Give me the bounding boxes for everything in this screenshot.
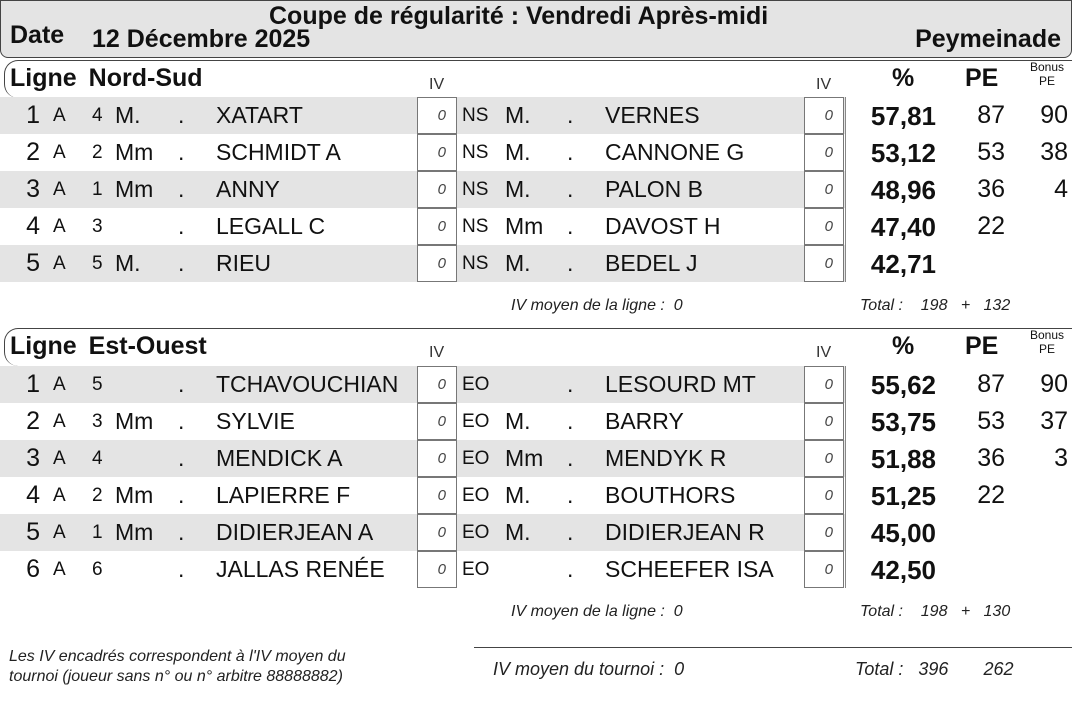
player1-civility: M. xyxy=(115,102,141,128)
iv-line-stat xyxy=(511,603,683,621)
pe-cell: 36 xyxy=(977,175,1005,203)
percent-cell: 51,88 xyxy=(870,444,936,474)
player1-separator: . xyxy=(178,371,185,397)
percent-cell: 55,62 xyxy=(870,370,936,400)
iv-header-right: IV xyxy=(816,344,832,361)
iv-value: 0 xyxy=(437,524,446,541)
rank-cell: 4 xyxy=(26,212,40,240)
iv-value: 0 xyxy=(437,218,446,235)
iv-value: 0 xyxy=(824,107,833,124)
percent-cell: 47,40 xyxy=(870,212,936,242)
percent-cell: 53,75 xyxy=(870,407,936,437)
direction-cell: EO xyxy=(462,374,490,395)
percent-cell: 53,12 xyxy=(870,138,936,168)
bonus-pe-cell: 3 xyxy=(1054,444,1068,472)
player2-civility: M. xyxy=(505,408,531,434)
direction-cell: NS xyxy=(462,179,489,200)
iv-line-label: IV moyen de la ligne : xyxy=(511,603,665,620)
iv-line-value: 0 xyxy=(673,297,683,314)
pair-number-cell: 1 xyxy=(92,522,103,543)
player1-separator: . xyxy=(178,556,185,582)
player2-separator: . xyxy=(567,250,574,276)
bonus-pe-cell: 90 xyxy=(1040,101,1068,129)
iv-value: 0 xyxy=(824,376,833,393)
bonus-header-line2: PE xyxy=(1038,74,1055,88)
player2-separator: . xyxy=(567,371,574,397)
direction-cell: NS xyxy=(462,142,489,163)
iv-line-stat xyxy=(511,297,683,315)
player2-iv-box xyxy=(804,134,844,171)
pair-number-cell: 4 xyxy=(92,448,103,469)
total-plus: + xyxy=(960,603,971,620)
footnote-line2: tournoi (joueur sans n° ou n° arbitre 88888882) xyxy=(9,668,343,685)
player2-name: DAVOST H xyxy=(605,213,721,239)
tournoi-total-bonus: 262 xyxy=(983,659,1014,679)
pe-cell: 36 xyxy=(977,444,1005,472)
rank-cell: 6 xyxy=(26,555,40,583)
iv-value: 0 xyxy=(437,144,446,161)
player2-iv-box xyxy=(804,97,844,134)
player1-separator: . xyxy=(178,176,185,202)
direction-cell: NS xyxy=(462,216,489,237)
player1-iv-box xyxy=(417,440,457,477)
iv-value: 0 xyxy=(437,413,446,430)
iv-header-left: IV xyxy=(429,76,445,93)
player2-separator: . xyxy=(567,408,574,434)
rank-cell: 2 xyxy=(26,138,40,166)
direction-cell: EO xyxy=(462,522,490,543)
player1-civility: Mm xyxy=(115,176,154,202)
percent-cell: 42,50 xyxy=(870,555,936,585)
player2-civility: M. xyxy=(505,519,531,545)
pe-cell: 22 xyxy=(977,481,1005,509)
player2-name: BEDEL J xyxy=(605,250,698,276)
player2-separator: . xyxy=(567,519,574,545)
player1-civility: Mm xyxy=(115,139,154,165)
rank-cell: 1 xyxy=(26,101,40,129)
iv-value: 0 xyxy=(437,255,446,272)
bonus-pe-header xyxy=(1022,60,1072,88)
series-cell: A xyxy=(53,522,66,543)
iv-tournoi-stat xyxy=(493,659,684,680)
direction-cell: NS xyxy=(462,253,489,274)
player1-name: SCHMIDT A xyxy=(216,139,341,165)
pair-number-cell: 2 xyxy=(92,142,103,163)
iv-value: 0 xyxy=(824,413,833,430)
player2-iv-box xyxy=(804,551,844,588)
player1-civility: M. xyxy=(115,250,141,276)
pair-number-cell: 6 xyxy=(92,559,103,580)
series-cell: A xyxy=(53,374,66,395)
series-cell: A xyxy=(53,485,66,506)
player2-iv-box xyxy=(804,171,844,208)
footnote-line1: Les IV encadrés correspondent à l'IV moyen du xyxy=(9,648,346,665)
iv-value: 0 xyxy=(437,376,446,393)
rank-cell: 1 xyxy=(26,370,40,398)
section-title xyxy=(10,332,207,361)
player1-name: TCHAVOUCHIAN xyxy=(216,371,399,397)
iv-value: 0 xyxy=(824,218,833,235)
tournament-place: Peymeinade xyxy=(915,25,1061,53)
player2-iv-box xyxy=(804,403,844,440)
total-bonus: 132 xyxy=(983,297,1011,314)
pe-cell: 53 xyxy=(977,407,1005,435)
iv-tournoi-value: 0 xyxy=(674,659,685,679)
tournament-date: 12 Décembre 2025 xyxy=(92,25,311,53)
player1-iv-box xyxy=(417,171,457,208)
pair-number-cell: 1 xyxy=(92,179,103,200)
table-row xyxy=(0,97,1072,134)
iv-header-right: IV xyxy=(816,76,832,93)
player2-civility: M. xyxy=(505,482,531,508)
iv-value: 0 xyxy=(437,487,446,504)
player2-separator: . xyxy=(567,445,574,471)
player1-civility: Mm xyxy=(115,519,154,545)
player2-iv-box xyxy=(804,440,844,477)
score-separator xyxy=(845,366,846,588)
date-label: Date xyxy=(10,21,65,49)
pe-header: PE xyxy=(965,332,999,360)
iv-value: 0 xyxy=(437,450,446,467)
player1-iv-box xyxy=(417,134,457,171)
percent-header: % xyxy=(892,332,915,360)
player1-separator: . xyxy=(178,519,185,545)
player2-civility: Mm xyxy=(505,213,544,239)
percent-cell: 45,00 xyxy=(870,518,936,548)
bonus-pe-cell: 38 xyxy=(1040,138,1068,166)
player1-name: XATART xyxy=(216,102,303,128)
player2-separator: . xyxy=(567,556,574,582)
player2-civility: M. xyxy=(505,139,531,165)
series-cell: A xyxy=(53,105,66,126)
footer-divider xyxy=(474,647,1072,648)
direction-cell: EO xyxy=(462,485,490,506)
bonus-header-line2: PE xyxy=(1038,342,1055,356)
table-row xyxy=(0,514,1072,551)
player1-name: SYLVIE xyxy=(216,408,295,434)
pe-cell: 87 xyxy=(977,101,1005,129)
tournoi-total xyxy=(855,659,1014,680)
player1-name: DIDIERJEAN A xyxy=(216,519,374,545)
tournoi-total-label: Total : xyxy=(855,659,904,679)
player2-name: VERNES xyxy=(605,102,700,128)
player1-name: ANNY xyxy=(216,176,280,202)
table-row xyxy=(0,477,1072,514)
player2-separator: . xyxy=(567,139,574,165)
player1-iv-box xyxy=(417,97,457,134)
section-label: Ligne xyxy=(10,332,77,360)
percent-cell: 51,25 xyxy=(870,481,936,511)
player2-name: PALON B xyxy=(605,176,703,202)
rank-cell: 3 xyxy=(26,444,40,472)
table-row xyxy=(0,208,1072,245)
score-separator xyxy=(845,97,846,282)
iv-value: 0 xyxy=(824,487,833,504)
player1-name: LEGALL C xyxy=(216,213,326,239)
player2-name: DIDIERJEAN R xyxy=(605,519,765,545)
line-total xyxy=(860,603,1010,621)
total-pe: 198 xyxy=(920,603,948,620)
percent-cell: 48,96 xyxy=(870,175,936,205)
player2-iv-box xyxy=(804,477,844,514)
iv-line-value: 0 xyxy=(673,603,683,620)
line-total xyxy=(860,297,1010,315)
direction-cell: EO xyxy=(462,448,490,469)
section-label: Ligne xyxy=(10,64,77,92)
pair-number-cell: 5 xyxy=(92,253,103,274)
player1-separator: . xyxy=(178,445,185,471)
pe-cell: 87 xyxy=(977,370,1005,398)
pair-number-cell: 5 xyxy=(92,374,103,395)
player2-name: MENDYK R xyxy=(605,445,727,471)
rank-cell: 3 xyxy=(26,175,40,203)
pe-cell: 53 xyxy=(977,138,1005,166)
player2-separator: . xyxy=(567,102,574,128)
iv-line-label: IV moyen de la ligne : xyxy=(511,297,665,314)
direction-cell: EO xyxy=(462,411,490,432)
player2-iv-box xyxy=(804,514,844,551)
percent-cell: 57,81 xyxy=(870,101,936,131)
player2-separator: . xyxy=(567,213,574,239)
iv-value: 0 xyxy=(824,450,833,467)
total-bonus: 130 xyxy=(983,603,1011,620)
player1-iv-box xyxy=(417,477,457,514)
iv-value: 0 xyxy=(437,561,446,578)
section-name: Est-Ouest xyxy=(88,332,207,360)
rank-cell: 2 xyxy=(26,407,40,435)
player2-name: SCHEEFER ISA xyxy=(605,556,774,582)
section-title xyxy=(10,64,203,93)
player1-iv-box xyxy=(417,245,457,282)
bonus-pe-header xyxy=(1022,328,1072,356)
table-row xyxy=(0,440,1072,477)
player2-iv-box xyxy=(804,245,844,282)
player1-separator: . xyxy=(178,213,185,239)
total-label: Total : xyxy=(860,297,903,314)
section-header-est-ouest xyxy=(0,328,1072,366)
bonus-pe-cell: 90 xyxy=(1040,370,1068,398)
player1-separator: . xyxy=(178,250,185,276)
table-row xyxy=(0,366,1072,403)
series-cell: A xyxy=(53,179,66,200)
series-cell: A xyxy=(53,216,66,237)
player1-name: JALLAS RENÉE xyxy=(216,556,385,582)
pe-header: PE xyxy=(965,64,999,92)
tournament-title: Coupe de régularité : Vendredi Après-midi xyxy=(269,2,769,30)
player2-separator: . xyxy=(567,176,574,202)
series-cell: A xyxy=(53,448,66,469)
player1-iv-box xyxy=(417,208,457,245)
player2-civility: M. xyxy=(505,176,531,202)
player1-name: LAPIERRE F xyxy=(216,482,351,508)
rank-cell: 5 xyxy=(26,518,40,546)
bonus-pe-cell: 4 xyxy=(1054,175,1068,203)
series-cell: A xyxy=(53,559,66,580)
bonus-header-line1: Bonus xyxy=(1029,328,1065,342)
percent-header: % xyxy=(892,64,915,92)
player2-civility: M. xyxy=(505,102,531,128)
player2-name: BARRY xyxy=(605,408,684,434)
footnote xyxy=(9,647,409,687)
player1-civility: Mm xyxy=(115,408,154,434)
percent-cell: 42,71 xyxy=(870,249,936,279)
player2-iv-box xyxy=(804,208,844,245)
iv-tournoi-label: IV moyen du tournoi : xyxy=(493,659,665,679)
page-header xyxy=(0,0,1072,58)
player2-iv-box xyxy=(804,366,844,403)
player1-iv-box xyxy=(417,403,457,440)
section-header-nord-sud xyxy=(0,60,1072,98)
bonus-pe-cell: 37 xyxy=(1040,407,1068,435)
player1-name: RIEU xyxy=(216,250,271,276)
total-label: Total : xyxy=(860,603,903,620)
iv-value: 0 xyxy=(437,107,446,124)
player1-separator: . xyxy=(178,408,185,434)
player1-separator: . xyxy=(178,102,185,128)
player1-name: MENDICK A xyxy=(216,445,343,471)
rank-cell: 4 xyxy=(26,481,40,509)
player1-separator: . xyxy=(178,139,185,165)
direction-cell: EO xyxy=(462,559,490,580)
direction-cell: NS xyxy=(462,105,489,126)
pe-cell: 22 xyxy=(977,212,1005,240)
player1-iv-box xyxy=(417,366,457,403)
pair-number-cell: 2 xyxy=(92,485,103,506)
iv-header-left: IV xyxy=(429,344,445,361)
player1-civility: Mm xyxy=(115,482,154,508)
series-cell: A xyxy=(53,142,66,163)
player1-separator: . xyxy=(178,482,185,508)
iv-value: 0 xyxy=(824,561,833,578)
pair-number-cell: 3 xyxy=(92,411,103,432)
iv-value: 0 xyxy=(824,144,833,161)
player1-iv-box xyxy=(417,514,457,551)
table-row xyxy=(0,245,1072,282)
player2-name: LESOURD MT xyxy=(605,371,756,397)
section-name: Nord-Sud xyxy=(88,64,203,92)
player2-name: CANNONE G xyxy=(605,139,745,165)
series-cell: A xyxy=(53,411,66,432)
bonus-header-line1: Bonus xyxy=(1029,60,1065,74)
table-row xyxy=(0,134,1072,171)
iv-value: 0 xyxy=(824,181,833,198)
total-plus: + xyxy=(960,297,971,314)
player1-iv-box xyxy=(417,551,457,588)
table-row xyxy=(0,171,1072,208)
table-row xyxy=(0,551,1072,588)
iv-value: 0 xyxy=(824,524,833,541)
rank-cell: 5 xyxy=(26,249,40,277)
player2-civility: Mm xyxy=(505,445,544,471)
series-cell: A xyxy=(53,253,66,274)
pair-number-cell: 3 xyxy=(92,216,103,237)
iv-value: 0 xyxy=(437,181,446,198)
table-row xyxy=(0,403,1072,440)
iv-value: 0 xyxy=(824,255,833,272)
tournoi-total-pe: 396 xyxy=(918,659,949,679)
total-pe: 198 xyxy=(920,297,948,314)
player2-separator: . xyxy=(567,482,574,508)
player2-civility: M. xyxy=(505,250,531,276)
player2-name: BOUTHORS xyxy=(605,482,736,508)
pair-number-cell: 4 xyxy=(92,105,103,126)
